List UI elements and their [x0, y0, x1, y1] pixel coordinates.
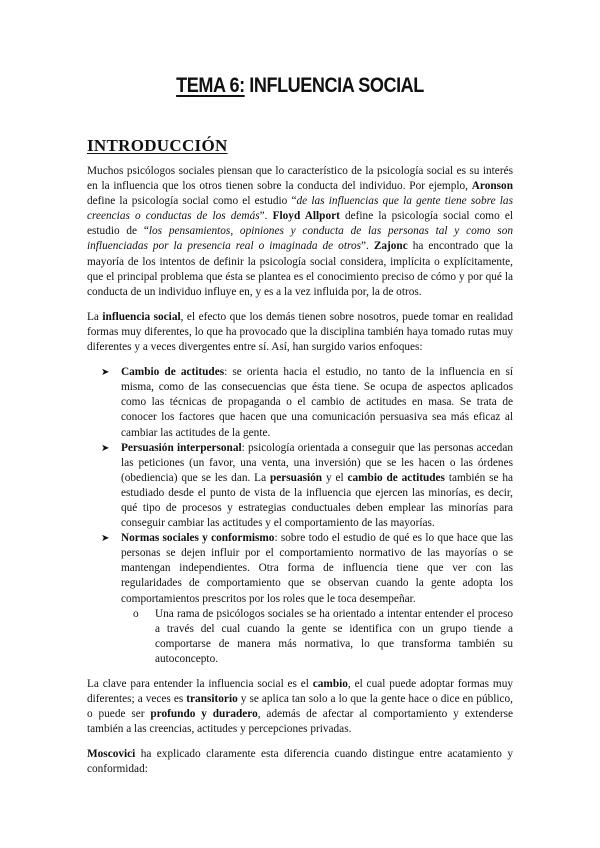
- text-run: Una rama de psicólogos sociales se ha orientado a intentar entender el proceso a través del cual cuando la gente se identifica con un grupo tiende a comportarse de manera más normativa, lo que transforma también su autoconcepto.: [155, 607, 513, 665]
- sub-list: [121, 607, 513, 667]
- arrow-bullet-icon: ➤: [101, 367, 110, 379]
- text-run: y se aplica tan solo a lo que la gente hace o dice en público, o puede ser: [87, 693, 514, 721]
- author-name: Aronson: [471, 180, 513, 193]
- text-run: también se ha estudiado desde el punto de vista de la influencia que ejercen las minorías, es decir, qué tipo de procesos y estrategias conductuales deben emplear las minorías para conseguir cambiar las actitudes y el comportamiento de las mayorías.: [121, 471, 514, 530]
- title-topic-name: INFLUENCIA SOCIAL: [244, 74, 424, 97]
- key-term: influencia social: [102, 310, 181, 323]
- quote: de las influencias que la gente tiene sobre las creencias o conductas de los demás: [87, 195, 513, 223]
- paragraph-moscovici: [87, 747, 513, 777]
- text-run: ha explicado claramente esta diferencia cuando distingue entre acatamiento y conformidad:: [87, 748, 513, 776]
- document-body: [87, 164, 513, 788]
- title-topic-number: TEMA 6:: [176, 74, 245, 97]
- text-run: : se orienta hacia el estudio, no tanto de la influencia en sí misma, como de las consecuencias que ésta tiene. Se ocupa de aspectos aplicados como las técnicas de propaganda o el cambio de actitudes en masa. Se trata de conocer los factores que hacen que una comunicación persuasiva sea más eficaz al cambiar las actitudes de la gente.: [121, 366, 513, 439]
- text-run: define la psicología social como el estudio “: [87, 195, 297, 208]
- key-term: cambio: [312, 678, 348, 690]
- text-run: : psicología orientada a conseguir que las personas accedan las peticiones (un favor, una venta, una inversión) que se les hacen o las órdenes (obediencia) que se les dan. La: [121, 441, 513, 484]
- text-run: Muchos psicólogos sociales piensan que lo característico de la psicología social es su interés en la influencia que los otros tienen sobre la conducta del individuo. Por ejemplo,: [87, 165, 513, 193]
- list-item-attitude-change: [101, 365, 513, 440]
- text-run: ha encontrado que la mayoría de los intentos de definir la psicología social considera, implícita o explícitamente, que el principal problema que ésta se plantea es el conocimiento preciso de cómo y por qué la conducta de un individuo influye en, y es a la vez influida por, la de otros.: [87, 240, 514, 298]
- key-term: transitorio: [186, 693, 238, 706]
- page-title: [42, 74, 558, 98]
- list-item-term: Persuasión interpersonal: [121, 441, 242, 454]
- author-name: Floyd Allport: [272, 210, 340, 223]
- list-item-interpersonal-persuasion: [101, 441, 514, 532]
- quote: los pensamientos, opiniones y conducta de las personas tal y como son influenciadas por la presencia real o imaginada de otros: [87, 225, 514, 253]
- text-run: : sobre todo el estudio de qué es lo que hace que las personas se dejen influir por el comportamiento normativo de las mayorías o se mantengan independientes. Otra forma de influencia tiene que ver con las regularidades de comportamiento que se observan cuando la gente adopta los comportamientos prescritos por los roles que le toca desempeñar.: [121, 532, 513, 605]
- text-run: ”.: [259, 210, 273, 223]
- paragraph-social-influence: [87, 310, 513, 355]
- list-item-social-norms: [101, 531, 513, 667]
- text-run: , el cual puede adoptar formas muy diferentes; a veces es: [87, 678, 513, 706]
- arrow-bullet-icon: ➤: [101, 533, 110, 545]
- section-heading: INTRODUCCIÓN: [87, 136, 228, 155]
- text-run: La: [87, 310, 103, 323]
- paragraph-change: [87, 677, 513, 737]
- key-term: persuasión: [269, 471, 323, 484]
- list-item-term: Normas sociales y conformismo: [121, 532, 275, 545]
- sub-list-item: [133, 607, 513, 667]
- key-term: profundo y duradero: [150, 708, 258, 721]
- author-name: Zajonc: [373, 240, 408, 253]
- text-run: La clave para entender la influencia social es el: [87, 678, 313, 690]
- approaches-list: [87, 365, 513, 667]
- text-run: y el: [322, 471, 348, 484]
- list-item-term: Cambio de actitudes: [121, 366, 225, 379]
- text-run: define la psicología social como el estudio de “: [87, 210, 514, 238]
- circle-bullet-icon: o: [133, 607, 139, 620]
- text-run: , además de afectar al comportamiento y extenderse también a las creencias, actitudes y percepciones privadas.: [87, 708, 513, 736]
- author-name: Moscovici: [87, 748, 136, 761]
- arrow-bullet-icon: ➤: [101, 442, 110, 454]
- key-term: cambio de actitudes: [347, 471, 445, 484]
- text-run: , el efecto que los demás tienen sobre nosotros, puede tomar en realidad formas muy diferentes, lo que ha provocado que la disciplina también haya tomado rutas muy diferentes y a veces divergentes entre sí. Así, han surgido varios enfoques:: [87, 310, 513, 354]
- paragraph-intro: [87, 164, 513, 300]
- text-run: ”.: [361, 240, 374, 253]
